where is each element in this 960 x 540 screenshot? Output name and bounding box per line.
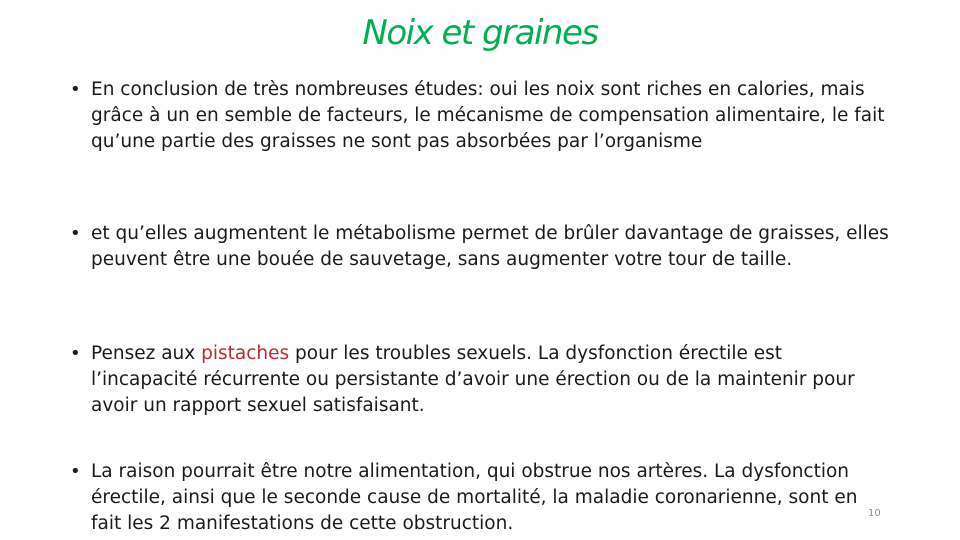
bullet-text-1: En conclusion de très nombreuses études: oui les noix sont riches en calories, mais grâce à un en semble de facteurs, le mécanisme de compensation alimentaire, le fait qu’une partie des graisses ne sont pas absorbées par l’organisme xyxy=(91,79,885,152)
bullet-dot: • xyxy=(70,223,81,244)
bullet-item-4 xyxy=(70,459,890,537)
bullet-dot: • xyxy=(70,461,81,482)
bullet-item-2 xyxy=(70,221,890,273)
highlight-word-pistaches: pistaches xyxy=(201,343,290,364)
page-number: 10 xyxy=(868,508,881,519)
bullet-text-3-before: Pensez aux xyxy=(91,343,202,364)
bullet-item-3 xyxy=(70,341,890,419)
slide-title: Noix et graines xyxy=(362,13,598,53)
bullet-item-1 xyxy=(70,77,890,155)
bullet-dot: • xyxy=(70,343,81,364)
bullet-text-4: La raison pourrait être notre alimentation, qui obstrue nos artères. La dysfonction érectile, ainsi que le seconde cause de mortalité, la maladie coronarienne, sont en fait les 2 manifestations de cette obstruction. xyxy=(91,461,858,534)
bullet-text-2: et qu’elles augmentent le métabolisme permet de brûler davantage de graisses, elles peuvent être une bouée de sauvetage, sans augmenter votre tour de taille. xyxy=(91,223,889,270)
bullet-text-3-after: pour les troubles sexuels. La dysfonction érectile est l’incapacité récurrente ou persistante d’avoir une érection ou de la maintenir pour avoir un rapport sexuel satisfaisant. xyxy=(91,343,855,416)
bullet-dot: • xyxy=(70,79,81,100)
